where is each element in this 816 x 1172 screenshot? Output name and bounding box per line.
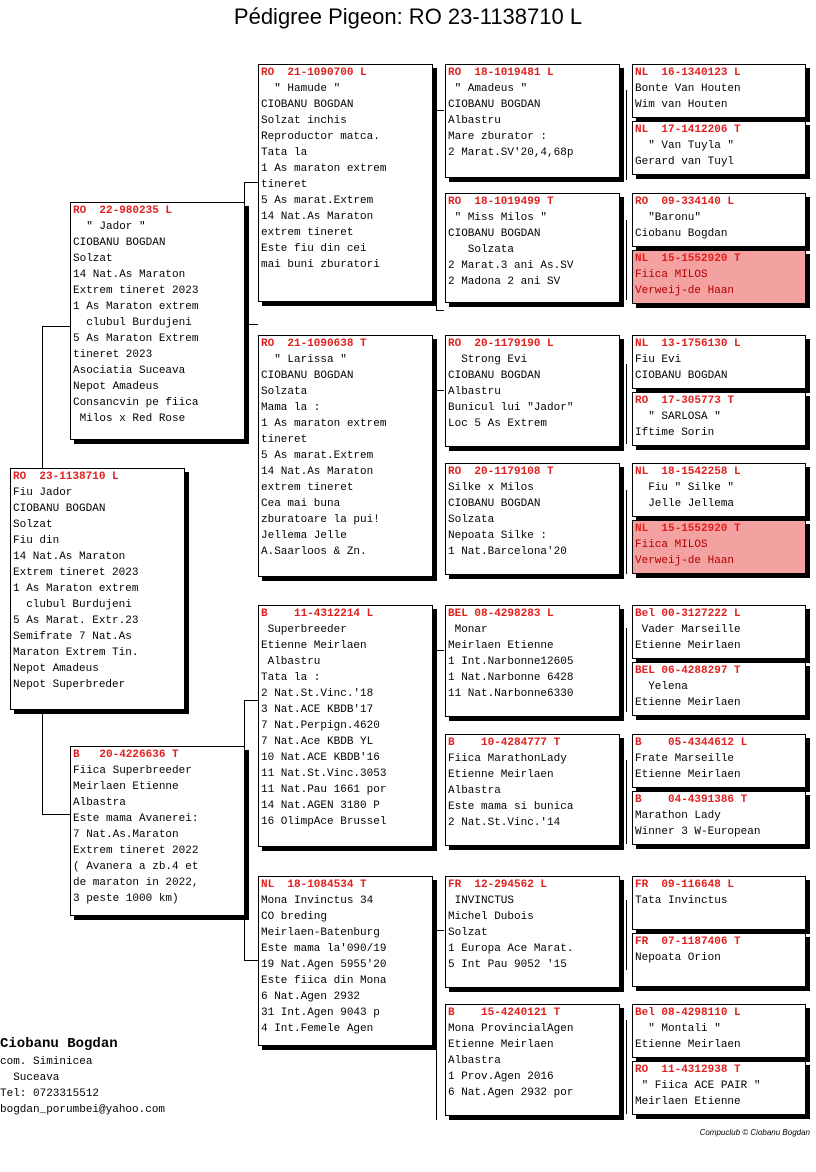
pigeon-info-line: Cea mai buna — [261, 498, 341, 510]
owner-line: Suceava — [0, 1072, 60, 1084]
pigeon-card-g11 — [632, 734, 806, 788]
ring-number: RO 18-1019499 T — [448, 196, 554, 208]
pigeon-info-line: " Jador " — [73, 221, 146, 233]
pigeon-info-line: 2 Marat.3 ani As.SV — [448, 260, 574, 272]
pigeon-card-g10 — [632, 662, 806, 716]
pigeon-info-line: Mona Invinctus 34 — [261, 895, 374, 907]
pigeon-info-line: Tata Invinctus — [635, 895, 728, 907]
pigeon-info-line: 7 Nat.Ace KBDB YL — [261, 736, 374, 748]
ring-number: B 15-4240121 T — [448, 1007, 561, 1019]
pigeon-info-line: Solzata — [261, 386, 308, 398]
connector-line — [436, 390, 437, 580]
pigeon-info-line: Yelena — [635, 681, 688, 693]
pigeon-info-line: Fiu din — [13, 535, 60, 547]
pigeon-info-line: "Baronu" — [635, 212, 702, 224]
connector-line — [42, 326, 70, 327]
connector-line — [436, 110, 444, 111]
pigeon-info-line: " Van Tuyla " — [635, 140, 735, 152]
pigeon-info-line: 14 Nat.As Maraton — [261, 466, 374, 478]
pigeon-info-line: 14 Nat.As Maraton — [13, 551, 126, 563]
ring-number: FR 09-116648 L — [635, 879, 735, 891]
connector-line — [244, 324, 258, 325]
pigeon-info-line: Vader Marseille — [635, 624, 741, 636]
ring-number: RO 17-305773 T — [635, 395, 735, 407]
pigeon-card-sds — [445, 335, 620, 447]
ring-number: RO 22-980235 L — [73, 205, 173, 217]
connector-line — [436, 110, 437, 310]
pigeon-card-subject — [10, 468, 185, 710]
pigeon-info-line: clubul Burdujeni — [73, 317, 192, 329]
pigeon-info-line: " Fiica ACE PAIR " — [635, 1080, 761, 1092]
pigeon-info-line: 1 As Maraton extrem — [13, 583, 139, 595]
pigeon-card-dds — [445, 876, 620, 988]
pigeon-card-g9 — [632, 605, 806, 659]
connector-line — [244, 700, 258, 701]
pigeon-info-line: CIOBANU BOGDAN — [448, 498, 541, 510]
pigeon-info-line: Bunicul lui "Jador" — [448, 402, 574, 414]
pigeon-info-line: Milos x Red Rose — [73, 413, 186, 425]
pigeon-info-line: Fiica MILOS — [635, 539, 708, 551]
pigeon-info-line: Jellema Jelle — [261, 530, 347, 542]
ring-number: NL 17-1412206 T — [635, 124, 741, 136]
owner-line: com. Siminicea — [0, 1056, 93, 1068]
pigeon-info-line: 5 Int Pau 9052 '15 — [448, 959, 567, 971]
connector-line — [626, 364, 627, 444]
pigeon-info-line: Fiica MILOS — [635, 269, 708, 281]
pigeon-info-line: 1 Europa Ace Marat. — [448, 943, 574, 955]
pigeon-info-line: Etienne Meirlaen — [635, 1039, 741, 1051]
pigeon-card-g2 — [632, 121, 806, 175]
ring-number: NL 15-1552920 T — [635, 253, 741, 265]
pigeon-info-line: mai buni zburatori — [261, 259, 380, 271]
pigeon-card-sss — [445, 64, 620, 178]
pigeon-card-g8 — [632, 520, 806, 574]
ring-number: NL 18-1084534 T — [261, 879, 367, 891]
pigeon-card-sire-sire — [258, 64, 433, 302]
pigeon-info-line: 2 Nat.St.Vinc.'14 — [448, 817, 561, 829]
pigeon-info-line: Este fiu din cei — [261, 243, 367, 255]
pigeon-info-line: 2 Madona 2 ani SV — [448, 276, 561, 288]
pigeon-info-line: CIOBANU BOGDAN — [635, 370, 728, 382]
connector-line — [436, 650, 444, 651]
pigeon-card-g15 — [632, 1004, 806, 1058]
pigeon-info-line: 3 peste 1000 km) — [73, 893, 179, 905]
connector-line — [244, 700, 245, 746]
pigeon-card-sire — [70, 202, 245, 440]
ring-number: FR 07-1187406 T — [635, 936, 741, 948]
pigeon-info-line: Verweij-de Haan — [635, 555, 735, 567]
ring-number: RO 18-1019481 L — [448, 67, 554, 79]
pigeon-info-line: zburatoare la pui! — [261, 514, 380, 526]
pigeon-info-line: 11 Nat.Narbonne6330 — [448, 688, 574, 700]
pigeon-info-line: tineret — [261, 179, 308, 191]
ring-number: B 05-4344612 L — [635, 737, 748, 749]
pigeon-card-g6 — [632, 392, 806, 446]
connector-line — [436, 930, 437, 1120]
pigeon-info-line: 1 Nat.Narbonne 6428 — [448, 672, 574, 684]
pigeon-info-line: Michel Dubois — [448, 911, 534, 923]
pigeon-info-line: Fiu " Silke " — [635, 482, 735, 494]
pigeon-info-line: Solzat — [73, 253, 113, 265]
pigeon-card-dsd — [445, 734, 620, 846]
pigeon-info-line: clubul Burdujeni — [13, 599, 132, 611]
pigeon-info-line: Nepoata Silke : — [448, 530, 548, 542]
ring-number: RO 20-1179190 L — [448, 338, 554, 350]
pigeon-info-line: Monar — [448, 624, 488, 636]
pigeon-info-line: extrem tineret — [261, 227, 354, 239]
ring-number: RO 21-1090700 L — [261, 67, 367, 79]
pigeon-info-line: INVINCTUS — [448, 895, 515, 907]
pigeon-info-line: Strong Evi — [448, 354, 528, 366]
pigeon-info-line: 5 As Marat. Extr.23 — [13, 615, 139, 627]
ring-number: Bel 08-4298110 L — [635, 1007, 741, 1019]
owner-email: bogdan_porumbei@yahoo.com — [0, 1104, 166, 1116]
page-title: Pédigree Pigeon: RO 23-1138710 L — [233, 4, 583, 29]
pigeon-info-line: 2 Nat.St.Vinc.'18 — [261, 688, 374, 700]
pigeon-info-line: 1 Nat.Barcelona'20 — [448, 546, 567, 558]
pigeon-card-dss — [445, 605, 620, 717]
pigeon-info-line: Jelle Jellema — [635, 498, 735, 510]
pigeon-card-g4 — [632, 250, 806, 304]
pigeon-info-line: Reproductor matca. — [261, 131, 380, 143]
pigeon-info-line: 14 Nat.As Maraton — [261, 211, 374, 223]
pigeon-info-line: Albastra — [73, 797, 126, 809]
connector-line — [244, 182, 258, 183]
pigeon-info-line: Meirlaen-Batenburg — [261, 927, 380, 939]
pigeon-info-line: 3 Nat.ACE KBDB'17 — [261, 704, 374, 716]
pigeon-info-line: " Larissa " — [261, 354, 347, 366]
pigeon-info-line: Solzat inchis — [261, 115, 347, 127]
pigeon-info-line: Solzat — [13, 519, 53, 531]
pigeon-info-line: Albastra — [448, 1055, 501, 1067]
pigeon-info-line: Loc 5 As Extrem — [448, 418, 548, 430]
pigeon-info-line: " Montali " — [635, 1023, 721, 1035]
connector-line — [42, 710, 43, 814]
pigeon-info-line: Este fiica din Mona — [261, 975, 387, 987]
pigeon-info-line: CIOBANU BOGDAN — [261, 99, 354, 111]
pigeon-info-line: 11 Nat.Pau 1661 por — [261, 784, 387, 796]
pigeon-info-line: Etienne Meirlaen — [448, 769, 554, 781]
pigeon-info-line: Frate Marseille — [635, 753, 735, 765]
connector-line — [436, 390, 444, 391]
pigeon-info-line: Etienne Meirlaen — [635, 640, 741, 652]
pigeon-info-line: CIOBANU BOGDAN — [448, 99, 541, 111]
pigeon-card-g7 — [632, 463, 806, 517]
owner-info — [0, 1034, 165, 1118]
pigeon-info-line: Nepot Amadeus — [73, 381, 159, 393]
ring-number: FR 12-294562 L — [448, 879, 548, 891]
pigeon-info-line: Marathon Lady — [635, 810, 721, 822]
ring-number: B 10-4284777 T — [448, 737, 561, 749]
connector-line — [436, 650, 437, 850]
pigeon-info-line: 7 Nat.Perpign.4620 — [261, 720, 380, 732]
pigeon-info-line: Albastru — [448, 115, 501, 127]
pigeon-info-line: 14 Nat.As Maraton — [73, 269, 186, 281]
pigeon-info-line: Etienne Meirlaen — [261, 640, 367, 652]
owner-line: Tel: 0723315512 — [0, 1088, 100, 1100]
pigeon-info-line: tineret 2023 — [73, 349, 153, 361]
pigeon-info-line: 1 As maraton extrem — [261, 163, 387, 175]
connector-line — [436, 930, 444, 931]
pigeon-info-line: Fiu Evi — [635, 354, 682, 366]
pigeon-info-line: Semifrate 7 Nat.As — [13, 631, 132, 643]
ring-number: NL 18-1542258 L — [635, 466, 741, 478]
pigeon-info-line: CIOBANU BOGDAN — [448, 370, 541, 382]
pigeon-info-line: " Miss Milos " — [448, 212, 548, 224]
pigeon-info-line: ( Avanera a zb.4 et — [73, 861, 199, 873]
pigeon-info-line: 5 As Maraton Extrem — [73, 333, 199, 345]
pigeon-info-line: 14 Nat.AGEN 3180 P — [261, 800, 380, 812]
pigeon-info-line: Extrem tineret 2022 — [73, 845, 199, 857]
ring-number: BEL 08-4298283 L — [448, 608, 554, 620]
pigeon-info-line: Albastru — [261, 656, 321, 668]
pigeon-info-line: Etienne Meirlaen — [635, 697, 741, 709]
pigeon-info-line: CO breding — [261, 911, 328, 923]
pigeon-card-g1 — [632, 64, 806, 118]
pigeon-info-line: Mare zburator : — [448, 131, 548, 143]
pigeon-info-line: Nepoata Orion — [635, 952, 721, 964]
connector-line — [244, 960, 258, 961]
owner-name: Ciobanu Bogdan — [0, 1036, 118, 1052]
connector-line — [626, 760, 627, 844]
pigeon-info-line: de maraton in 2022, — [73, 877, 199, 889]
pigeon-info-line: 6 Nat.Agen 2932 por — [448, 1087, 574, 1099]
ring-number: RO 09-334140 L — [635, 196, 735, 208]
pigeon-info-line: tineret — [261, 434, 308, 446]
pigeon-info-line: Gerard van Tuyl — [635, 156, 735, 168]
pigeon-info-line: Fiica Superbreeder — [73, 765, 192, 777]
pigeon-info-line: Tata la — [261, 147, 308, 159]
pigeon-info-line: Verweij-de Haan — [635, 285, 735, 297]
pigeon-info-line: " Hamude " — [261, 83, 341, 95]
pigeon-info-line: Wim van Houten — [635, 99, 728, 111]
pigeon-info-line: 5 As marat.Extrem — [261, 195, 374, 207]
pigeon-info-line: Albastru — [448, 386, 501, 398]
pigeon-info-line: 10 Nat.ACE KBDB'16 — [261, 752, 380, 764]
pigeon-info-line: Mama la : — [261, 402, 321, 414]
ring-number: B 20-4226636 T — [73, 749, 179, 761]
connector-line — [626, 628, 627, 712]
pigeon-info-line: Winner 3 W-European — [635, 826, 761, 838]
ring-number: BEL 06-4288297 T — [635, 665, 741, 677]
pigeon-card-dam — [70, 746, 245, 916]
ring-number: RO 21-1090638 T — [261, 338, 367, 350]
pigeon-info-line: 2 Marat.SV'20,4,68p — [448, 147, 574, 159]
pigeon-info-line: Tata la : — [261, 672, 321, 684]
pigeon-info-line: Este mama Avanerei: — [73, 813, 199, 825]
pigeon-card-g3 — [632, 193, 806, 247]
connector-line — [244, 182, 245, 202]
ring-number: B 04-4391386 T — [635, 794, 748, 806]
pigeon-info-line: 5 As marat.Extrem — [261, 450, 374, 462]
pigeon-info-line: Fiica MarathonLady — [448, 753, 567, 765]
pigeon-info-line: Meirlaen Etienne — [448, 640, 554, 652]
footer-credit: Compuclub © Ciobanu Bogdan — [699, 1128, 810, 1137]
connector-line — [626, 490, 627, 574]
pigeon-info-line: CIOBANU BOGDAN — [73, 237, 166, 249]
connector-line — [626, 90, 627, 180]
connector-line — [42, 326, 43, 468]
pigeon-info-line: CIOBANU BOGDAN — [448, 228, 541, 240]
pigeon-info-line: A.Saarloos & Zn. — [261, 546, 367, 558]
pigeon-info-line: 19 Nat.Agen 5955'20 — [261, 959, 387, 971]
pigeon-card-sdd — [445, 463, 620, 575]
pigeon-info-line: Etienne Meirlaen — [635, 769, 741, 781]
ring-number: RO 20-1179108 T — [448, 466, 554, 478]
pigeon-info-line: Iftime Sorin — [635, 427, 715, 439]
pigeon-info-line: Este mama la'090/19 — [261, 943, 387, 955]
pigeon-info-line: 1 Prov.Agen 2016 — [448, 1071, 554, 1083]
pigeon-info-line: Maraton Extrem Tin. — [13, 647, 139, 659]
pigeon-card-g13 — [632, 876, 806, 930]
pigeon-info-line: Este mama si bunica — [448, 801, 574, 813]
ring-number: RO 23-1138710 L — [13, 471, 119, 483]
pigeon-info-line: CIOBANU BOGDAN — [261, 370, 354, 382]
pigeon-info-line: Mona ProvincialAgen — [448, 1023, 574, 1035]
pigeon-info-line: 7 Nat.As.Maraton — [73, 829, 179, 841]
pigeon-info-line: Albastra — [448, 785, 501, 797]
ring-number: RO 11-4312938 T — [635, 1064, 741, 1076]
pigeon-info-line: Solzata — [448, 514, 495, 526]
pigeon-card-ssd — [445, 193, 620, 303]
connector-line — [42, 814, 70, 815]
pigeon-info-line: 11 Nat.St.Vinc.3053 — [261, 768, 387, 780]
ring-number: B 11-4312214 L — [261, 608, 374, 620]
pigeon-card-ddd — [445, 1004, 620, 1116]
ring-number: NL 13-1756130 L — [635, 338, 741, 350]
pigeon-info-line: " Amadeus " — [448, 83, 528, 95]
pigeon-info-line: Ciobanu Bogdan — [635, 228, 728, 240]
connector-line — [626, 1020, 627, 1114]
pigeon-card-g12 — [632, 791, 806, 845]
pigeon-info-line: Fiu Jador — [13, 487, 73, 499]
connector-line — [436, 310, 444, 311]
pigeon-info-line: Extrem tineret 2023 — [73, 285, 199, 297]
pigeon-card-g16 — [632, 1061, 806, 1115]
pigeon-info-line: Silke x Milos — [448, 482, 534, 494]
pigeon-info-line: Solzata — [448, 244, 515, 256]
ring-number: Bel 00-3127222 L — [635, 608, 741, 620]
pigeon-info-line: Bonte Van Houten — [635, 83, 741, 95]
ring-number: NL 15-1552920 T — [635, 523, 741, 535]
pigeon-info-line: Nepot Superbreder — [13, 679, 126, 691]
pigeon-card-dam-sire — [258, 605, 433, 847]
pigeon-info-line: Meirlaen Etienne — [73, 781, 179, 793]
pigeon-info-line: 6 Nat.Agen 2932 — [261, 991, 361, 1003]
pigeon-card-dam-dam — [258, 876, 433, 1046]
pigeon-info-line: 31 Int.Agen 9043 p — [261, 1007, 380, 1019]
pigeon-card-g5 — [632, 335, 806, 389]
pigeon-info-line: 1 Int.Narbonne12605 — [448, 656, 574, 668]
pigeon-info-line: 4 Int.Femele Agen — [261, 1023, 374, 1035]
pigeon-info-line: Nepot Amadeus — [13, 663, 99, 675]
pigeon-info-line: extrem tineret — [261, 482, 354, 494]
pigeon-info-line: " SARLOSA " — [635, 411, 721, 423]
pigeon-info-line: Superbreeder — [261, 624, 347, 636]
pigeon-info-line: Asociatia Suceava — [73, 365, 186, 377]
ring-number: NL 16-1340123 L — [635, 67, 741, 79]
connector-line — [626, 900, 627, 970]
pigeon-info-line: 1 As Maraton extrem — [73, 301, 199, 313]
pigeon-info-line: Meirlaen Etienne — [635, 1096, 741, 1108]
pigeon-info-line: CIOBANU BOGDAN — [13, 503, 106, 515]
pigeon-info-line: 16 OlimpAce Brussel — [261, 816, 387, 828]
connector-line — [626, 220, 627, 300]
pigeon-info-line: Consancvin pe fiica — [73, 397, 199, 409]
pigeon-info-line: Etienne Meirlaen — [448, 1039, 554, 1051]
pigeon-card-sire-dam — [258, 335, 433, 577]
pigeon-info-line: Solzat — [448, 927, 488, 939]
pigeon-info-line: 1 As maraton extrem — [261, 418, 387, 430]
pigeon-info-line: Extrem tineret 2023 — [13, 567, 139, 579]
pigeon-card-g14 — [632, 933, 806, 987]
